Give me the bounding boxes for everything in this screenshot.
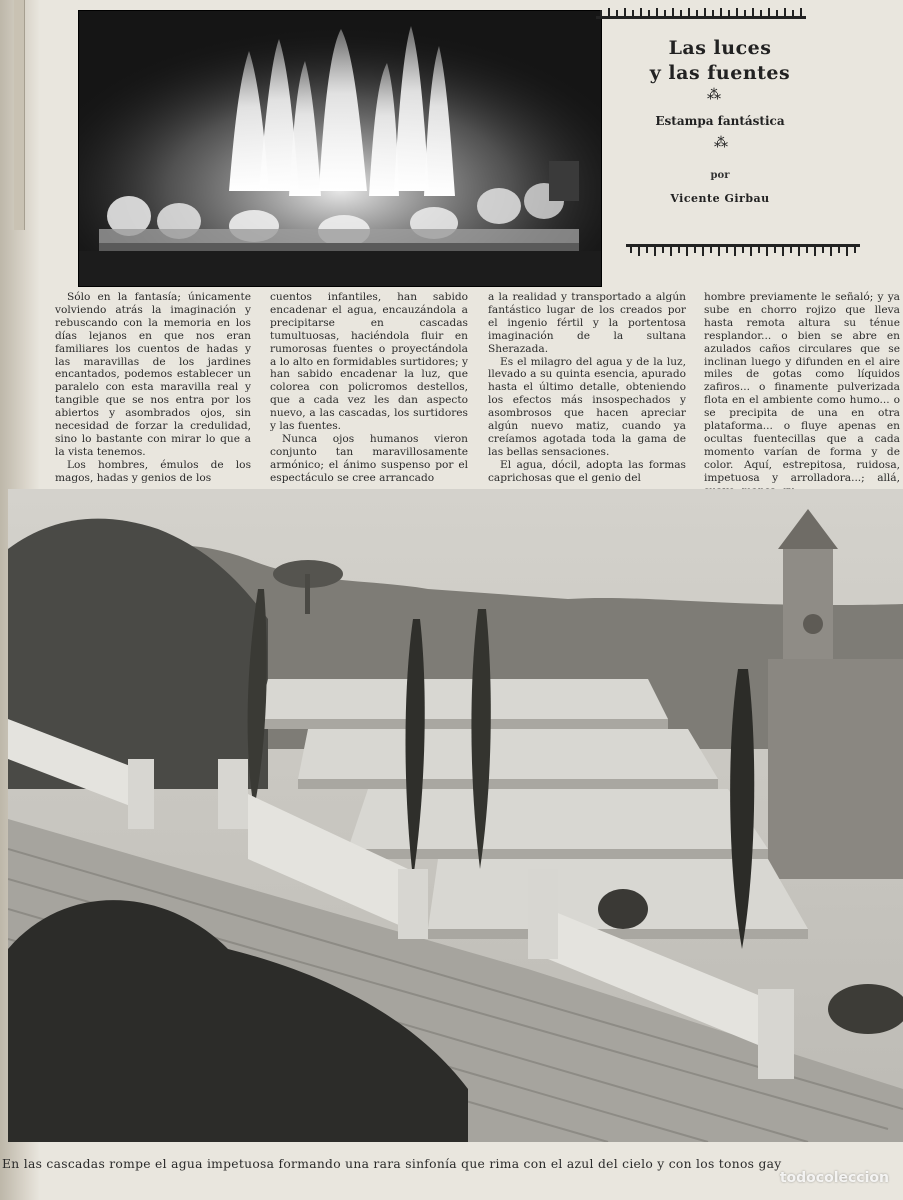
paragraph: El agua, dócil, adopta las formas caprichosas que el genio del [488, 458, 686, 484]
watermark: todocoleccion [779, 1170, 889, 1186]
article-column-4 [704, 291, 900, 498]
article-title [600, 36, 840, 86]
paragraph: hombre previamente le señaló; y ya sube en chorro rojizo que lleva hasta remota altura su ténue resplandor... o bien se abre en azulados caños circulares que se inclinan luego y difunden en el aire miles de gotas como líquidos zafiros... o finamente pulverizada flota en el ambiente como humo... o se precipita de una en otra plataforma... o fluye apenas en ocultas fuentecillas que a cada momento varían de forma y de color. Aquí, estrepitosa, ruidosa, impetuosa y arrolladora...; allá, [704, 291, 900, 484]
ornament-1: ⁂ [707, 87, 721, 103]
title-line-1: Las luces [668, 37, 772, 59]
paragraph: Los hombres, émulos de los magos, hadas y genios de los [55, 458, 251, 484]
paragraph: Nunca ojos humanos vieron conjunto tan maravillosamente armónico; el ánimo suspenso por el espectáculo se cree arrancado [270, 432, 468, 484]
decorative-border-bottom [626, 243, 860, 257]
fringe [600, 8, 802, 17]
paragraph: cuentos infantiles, han sabido encadenar el agua, encauzándola a precipitarse en cascadas tumultuosas, haciéndola fluir en rumorosas fuentes o proyectándola a lo alto en formidables surtidores; y han sabido encadenar la luz, que colorea con policromos destellos, que a cada vez les dan aspecto nuevo, a las cascadas, los surtidores y las fuentes. [270, 291, 468, 433]
paragraph: Es el milagro del agua y de la luz, llevado a su quinta esencia, apurado hasta el último detalle, obteniendo los efectos más insospechados y asombrosos que hacen apreciar algún nuevo matiz, cuando ya creíamos agotada toda la gama de las bellas sensaciones. [488, 355, 686, 458]
decorative-border-top [596, 6, 806, 20]
byline-prefix: por [710, 170, 730, 181]
cascades-garden-photo [8, 489, 903, 1142]
title-line-2: y las fuentes [649, 62, 791, 84]
article-column-2 [270, 291, 468, 485]
article-author: Vicente Girbau [670, 192, 770, 205]
adjacent-page-edge [14, 0, 25, 230]
article-column-1 [55, 291, 251, 485]
paragraph: Sólo en la fantasía; únicamente volviendo atrás la imaginación y rebuscando con la memoria en los días lejanos en que nos eran familiares los cuentos de hadas y las maravillas de los jardines encantados, podemos establecer un paralelo con esta maravilla real y tangible que se nos entra por los abiertos y asombrados ojos, sin necesidad de forzar la credulidad, sino lo bastante con mirar lo que a la vista tenemos. [55, 291, 251, 458]
paragraph: a la realidad y transportado a algún fantástico lugar de los creados por el ingenio fértil y la portentosa imaginación de la sultana Sherazada. [488, 291, 686, 355]
ornament-2: ⁂ [714, 135, 728, 151]
article-column-3 [488, 291, 686, 485]
night-fountains-photo [78, 10, 602, 287]
photo-caption: En las cascadas rompe el agua impetuosa formando una rara sinfonía que rima con el azul del cielo y con los tonos gay [2, 1157, 782, 1171]
article-subtitle: Estampa fantástica [655, 114, 785, 128]
